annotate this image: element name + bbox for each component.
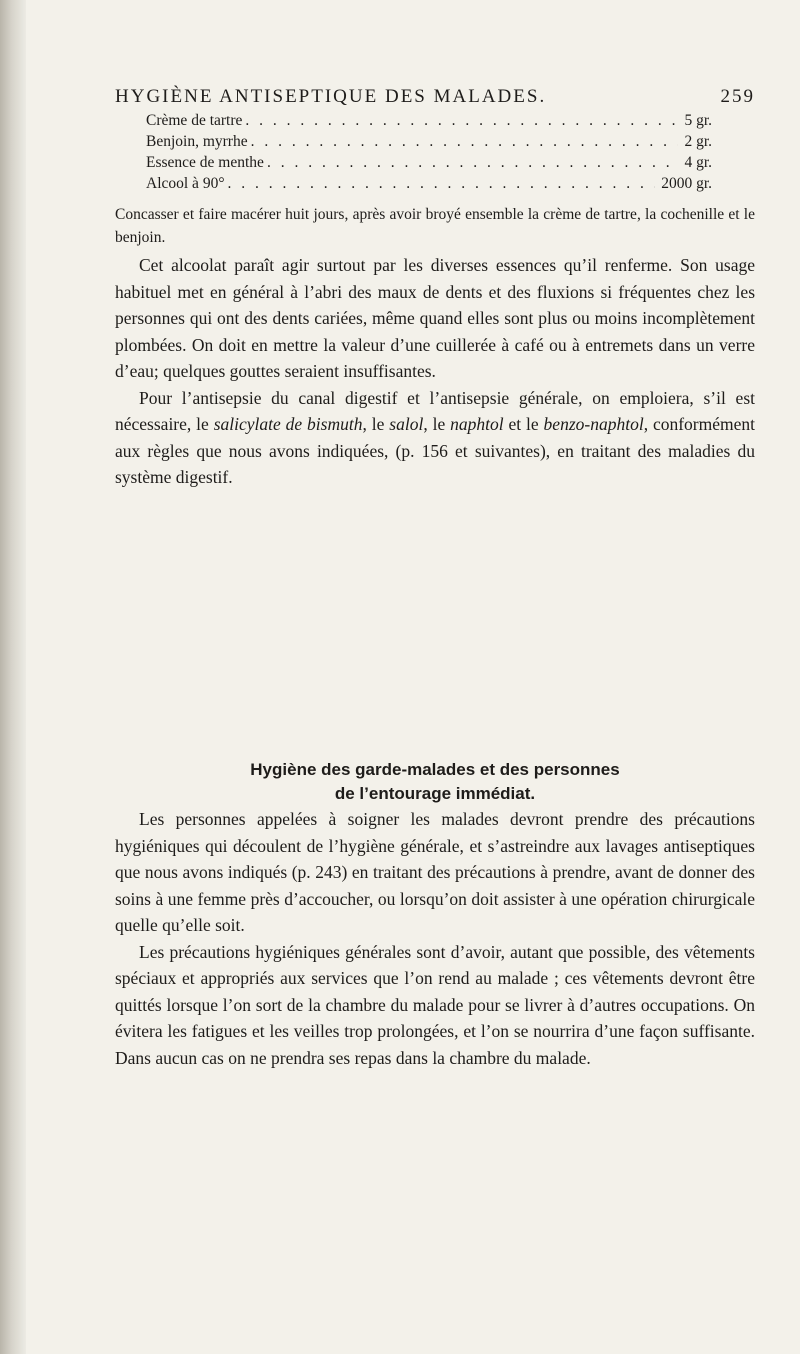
text-run: , le (362, 414, 390, 434)
leader-dots (225, 173, 656, 194)
italic-term: naphtol (450, 414, 504, 434)
ingredient-name: Alcool à 90° (146, 175, 225, 192)
paragraph: Cet alcoolat paraît agir surtout par les diverses essences qu’il renferme. Son usage habituel met en général à l’abri des maux de dents et des fluxions si fréquentes chez les personnes qui ont des dents cariées, même quand elles sont plus ou moins incomplètement plombées. On doit en mettre la valeur d’une cuillerée à café ou à entremets dans un verre d’eau; quelques gouttes seraient insuffisantes. (115, 255, 755, 381)
ingredient-quantity: 2000 gr. (661, 175, 712, 192)
ingredient-name: Crème de tartre (146, 112, 243, 129)
running-head-title: HYGIÈNE ANTISEPTIQUE DES MALADES. (115, 86, 547, 107)
heading-line: de l’entourage immédiat. (334, 784, 536, 803)
ingredient-name: Benjoin, myrrhe (146, 133, 248, 150)
recipe-row (146, 131, 712, 152)
recipe-note: Concasser et faire macérer huit jours, après avoir broyé ensemble la crème de tartre, la cochenille et le benjoin. (115, 206, 755, 246)
leader-dots (248, 131, 679, 152)
book-spine-shadow (0, 0, 26, 1354)
paragraph: Les précautions hygiéniques générales sont d’avoir, autant que possible, des vêtements spéciaux et appropriés aux services que l’on rend au malade ; ces vêtements devront être quittés lorsque l’on sort de la chambre du malade pour se livrer à d’autres occupations. On évitera les fatigues et les veilles trop prolongées, et l’on se nourrira d’une façon suffisante. Dans aucun cas on ne prendra ses repas dans la chambre du malade. (115, 941, 755, 1068)
section-garde-malades (115, 806, 755, 1071)
section-alcoolat (115, 252, 755, 491)
ingredient-quantity: 5 gr. (684, 112, 712, 129)
recipe-row (146, 173, 712, 194)
heading-line: Hygiène des garde-malades et des personnes (250, 760, 620, 779)
recipe-list (146, 110, 712, 194)
leader-dots (264, 152, 679, 173)
ingredient-name: Essence de menthe (146, 154, 264, 171)
section-heading (115, 758, 755, 806)
paragraph: Les personnes appelées à soigner les malades devront prendre des précautions hygiéniques qui découlent de l’hygiène générale, et s’astreindre aux lavages antiseptiques que nous avons indiqués (p. 243) en traitant des précautions à prendre, avant de donner des soins à une femme près d’accoucher, ou lorsqu’on doit assister à une opération chirurgicale quelle qu’elle soit. (115, 809, 755, 935)
page-number: 259 (720, 86, 755, 107)
text-run: , conformément aux règles que nous avons indiquées, (p. 156 et suivantes), en traitant des maladies du système digestif. (115, 414, 755, 487)
text-run: et le (503, 414, 544, 434)
recipe-row (146, 110, 712, 131)
italic-term: salol (389, 414, 424, 434)
italic-term: salicylate de bismuth (213, 414, 363, 434)
italic-term: benzo-naphtol (543, 414, 644, 434)
recipe-row (146, 152, 712, 173)
ingredient-quantity: 2 gr. (684, 133, 712, 150)
text-run: Pour l’antisepsie du canal digestif et l’antisepsie générale, on emploiera, s’il est nécessaire, le (115, 387, 755, 434)
text-run: , le (423, 414, 451, 434)
running-head (115, 86, 755, 108)
leader-dots (242, 110, 678, 131)
ingredient-quantity: 4 gr. (684, 154, 712, 171)
paragraph (115, 385, 755, 491)
